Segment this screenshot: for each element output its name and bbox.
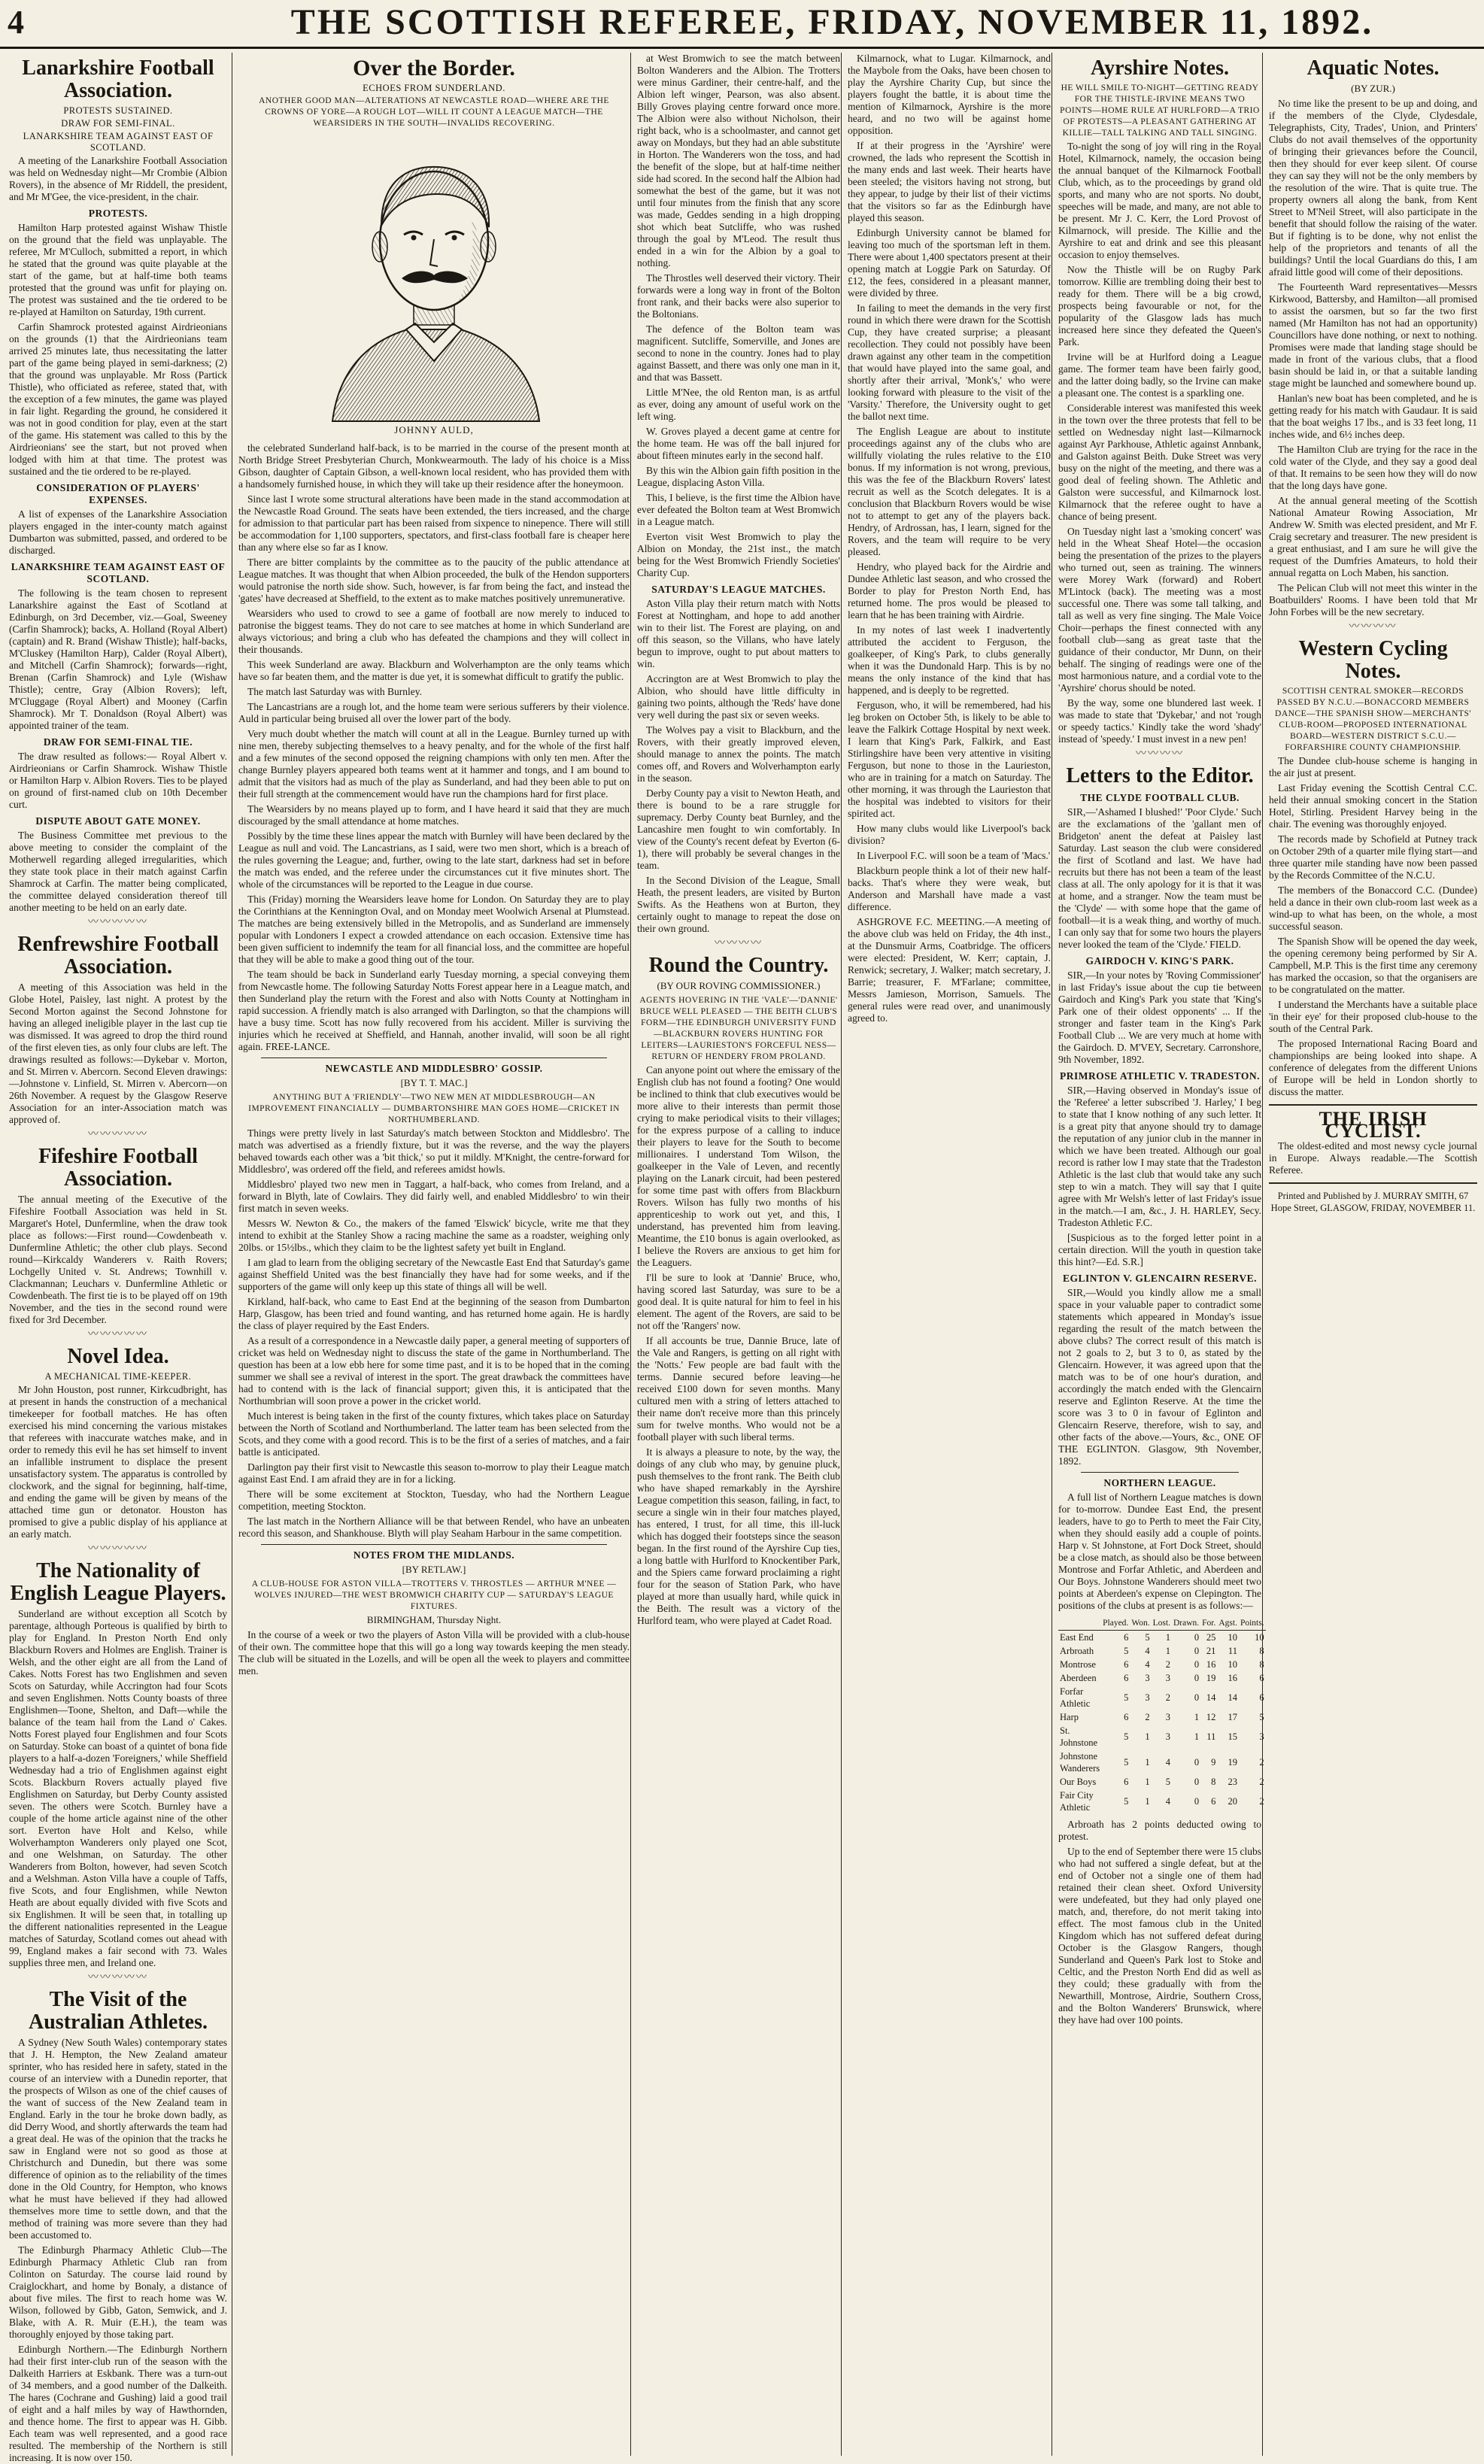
table-cell: 11 <box>1228 1646 1237 1656</box>
article-kicker: LANARKSHIRE TEAM AGAINST EAST OF SCOTLAND. <box>23 131 214 153</box>
table-cell: 1 <box>1194 1712 1200 1722</box>
subheading: PRIMROSE ATHLETIC V. TRADESTON. <box>1060 1070 1260 1082</box>
table-cell: 4 <box>1165 1757 1170 1768</box>
paragraph: The records made by Schofield at Putney track on October 29th of a quarter mile flying start—and three quarter mile standing have now been passed by the Records Committee of the N.C.U. <box>1269 833 1477 881</box>
column-2 <box>232 53 636 2456</box>
paragraph: The Lancastrians are a rough lot, and the home team were serious sufferers by their violence. Auld in particular being bruised all over the lower part of the body. <box>238 701 630 724</box>
paragraph: Possibly by the time these lines appear the match with Burnley will have been declared by the League as null and void. The Lancastrians, as I said, were two men short, which is a breach of the rules governing the League; and, further, owing to the late start, darkness had set in before the match was ended, and the referee under the circumstances cut it five minutes short. The whole of the circumstances will be reported to the League in due course. <box>238 830 630 890</box>
table-cell: 23 <box>1228 1777 1237 1787</box>
table-cell: 19 <box>1228 1757 1237 1768</box>
paragraph: This, I believe, is the first time the Albion have ever defeated the Bolton team at West Bromwich in a League match. <box>637 492 840 527</box>
club-name-cell: Arbroath <box>1060 1646 1094 1656</box>
paragraph: In the Second Division of the League, Small Heath, the present leaders, are visited by Burton Swifts. As the Heathens won at Burton, they certainly ought to manage to repeat the dose on their own ground. <box>637 875 840 934</box>
paragraph: The Business Committee met previous to the above meeting to consider the complaint of the Motherwell regarding alleged irregularities, which they state took place in their match against Carfin Shamrock at Carfin. The matter being complicated, the committee delayed consideration thereof till another meeting to be held on an early date. <box>9 830 227 913</box>
paragraph: There are bitter complaints by the committee as to the paucity of the public attendance at League matches. It was thought that when Albion proceeded, the bulk of the Hendon supporters would patronise the north side show. Such, however, is far from being the fact, and instead the 'gates' have decreased at Sheffield, to the extent as to make matches positively unremunerative. <box>238 557 630 604</box>
table-cell: 1 <box>1194 1731 1200 1742</box>
table-cell: 4 <box>1145 1646 1150 1656</box>
masthead <box>0 0 1484 49</box>
paragraph: On Tuesday night last a 'smoking concert' was held in the Wheat Sheaf Hotel—the occasion being the presentation of the prizes to the players who turned out, seen as training. The winners were Morey Wark (forward) and Robert M'Lintock (back). The meeting was a most successful one. There was some tall talking, and tall as well as very fine singing. The Male Voice Choir—perhaps the finest connected with any football club—sang as great taste that the guidance of their conductor, Mr Dunn, on their behalf. The singing of readings were one of the most harmonious nature, and a cordial vote to the 'Ayrshire' chorus should be noted. <box>1058 526 1261 693</box>
table-cell: 2 <box>1165 1659 1170 1670</box>
paragraph: A full list of Northern League matches is down for to-morrow. Dundee East End, the present leaders, have to go to Perth to meet the Fair City, when they should easily add a couple of points. Harp v. St Johnstone, at Fort Dock Street, should be a close match, as should also be those between Montrose and Forfar Athletic, and Aberdeen and Our Boys. Johnstone Wanderers should meet two points at Aberdeen's expense on Clepington. The positions of the clubs at present is as follows:— <box>1058 1491 1261 1611</box>
table-header-cell: Points. <box>1239 1616 1266 1631</box>
table-cell: 8 <box>1259 1659 1264 1670</box>
table-cell: 6 <box>1124 1673 1129 1683</box>
paragraph: Up to the end of September there were 15 clubs who had not suffered a single defeat, but at the end of October not a single one of them had retained their clean sheet. Oxford University were undefeated, but they had only played one match, and, therefore, do not merit taking into effect. The most famous club in the United Kingdom which has not suffered defeat during October is the Glasgow Rangers, though Sunderland and Queen's Park lost to Stoke and Celtic, and the Preston North End did as well as they could; these gradually with from the Newarthill, Montrose, Airdrie, Southern Cross, and the Bolton Wanderers' Brunswick, where they have had over 100 points. <box>1058 1846 1261 2026</box>
column-1 <box>6 53 232 2463</box>
subheading: PROTESTS. <box>88 208 148 219</box>
article-deck: ANYTHING BUT A 'FRIENDLY'—TWO NEW MEN AT MIDDLESBROUGH—AN IMPROVEMENT FINANCIALLY — DUMBARTONSHIRE MAN GOES HOME—CRICKET IN NORTHUMBERLAND. <box>248 1093 620 1124</box>
paragraph: The Wolves pay a visit to Blackburn, and the Rovers, with their greatly improved eleven, should manage to annex the points. The match comes off, and Rovers and Wolverhampton early in the season. <box>637 724 840 784</box>
table-cell: 6 <box>1124 1659 1129 1670</box>
paragraph: Little M'Nee, the old Renton man, is as artful as ever, doing any amount of useful work on the left wing. <box>637 387 840 422</box>
paragraph: at West Bromwich to see the match between Bolton Wanderers and the Albion. The Trotters were minus Gardiner, their centre-half, and the Albion left winger, Pearson, was also absent. Billy Groves playing centre forward once more. The Albion were also without Nicholson, their right back, who is a schoolmaster, and cannot get away on Mondays, but they had an able substitute in Horton. The Wanderers won the toss, and had the benefit of the slope, but at half-time neither side had scored. In the second half the Albion had somewhat the best of the game, but it was not until four minutes from the finish that any score was made, Geddes sending in a high dropping shot which beat Sutcliffe, who was rushed through the goal by M'Leod. The result thus ended in a win for the Albion by a goal to nothing. <box>637 53 840 269</box>
club-name-cell: Aberdeen <box>1060 1673 1097 1683</box>
portrait-caption: JOHNNY AULD, <box>394 424 474 435</box>
paragraph: This week Sunderland are away. Blackburn and Wolverhampton are the only teams which have so far beaten them, and the matter is due yet, it is somewhat difficult to gratify the public. <box>238 659 630 682</box>
table-cell: 5 <box>1124 1796 1129 1807</box>
club-name-cell: Fair City Athletic <box>1060 1790 1094 1813</box>
paragraph: In Liverpool F.C. will soon be a team of 'Macs.' <box>857 850 1051 861</box>
section-ornament: 〰〰〰〰〰 <box>88 1129 148 1140</box>
byline: [BY T. T. MAC.] <box>400 1077 468 1088</box>
table-cell: 15 <box>1228 1731 1237 1742</box>
paragraph: Hendry, who played back for the Airdrie and Dundee Athletic last season, and who crossed the Border to play for Preston North End, has returned home. The pros would be pleased to learn that he has been training with Airdrie. <box>848 561 1051 621</box>
paragraph: Accrington are at West Bromwich to play the Albion, who should have little difficulty in gaining two points, although the 'Reds' have done very well during the past six or seven weeks. <box>637 673 840 721</box>
byline: (BY ZUR.) <box>1351 83 1395 94</box>
column-4 <box>841 53 1057 2456</box>
paragraph: Edinburgh Northern.—The Edinburgh Northern had their first inter-club run of the season with the Dalkeith Harriers at Eskbank. There was a turn-out of 34 members, and a good number of the Dalkeith. The hares (Cochrane and Gushing) laid a good trail of eight and a half miles by way of Hawthornden, and thence home. The first to appear was H. Gibb. Each team was well represented, and a good race resulted. The membership of the Northern is still increasing. It is now over 150. <box>9 2344 227 2463</box>
article-kicker: ECHOES FROM SUNDERLAND. <box>363 83 505 93</box>
table-cell: 5 <box>1145 1632 1150 1643</box>
table-header-cell: For. <box>1200 1616 1217 1631</box>
paragraph: Everton visit West Bromwich to play the Albion on Monday, the 21st inst., the match being for the West Bromwich Friendly Societies' Charity Cup. <box>637 531 840 578</box>
subheading: NORTHERN LEAGUE. <box>1103 1477 1216 1488</box>
table-cell: 6 <box>1124 1777 1129 1787</box>
paragraph: In my notes of last week I inadvertently attributed the accident to Ferguson, the goalkeeper, of King's Park, to clubs generally when it was the Dundonald Harp. This is by no means the only instance of the kind that has happened, and is deeply to be regretted. <box>848 624 1051 696</box>
paragraph: The last match in the Northern Alliance will be that between Rendel, who have an unbeaten record this season, and Shankhouse. Blyth will play Seaham Harbour in the same competition. <box>238 1516 630 1539</box>
table-cell: 5 <box>1124 1692 1129 1703</box>
paragraph: The Pelican Club will not meet this winter in the Boatbuilders' Rooms. I have been told that Mr John Forbes will be the new secretary. <box>1269 582 1477 618</box>
table-cell: 17 <box>1228 1712 1237 1722</box>
paragraph: Darlington pay their first visit to Newcastle this season to-morrow to play their League match against East End. I am afraid they are in for a licking. <box>238 1461 630 1485</box>
table-cell: 3 <box>1165 1712 1170 1722</box>
paragraph: The Throstles well deserved their victory. Their forwards were a long way in front of the Bolton front rank, and their backs were also superior to the Boltonians. <box>637 272 840 320</box>
paragraph: Ferguson, who, it will be remembered, had his leg broken on October 5th, is likely to be able to leave the Falkirk Cottage Hospital by next week. I learn that King's Park, Falkirk, and East Stirlingshire have been very attentive in visiting Ferguson, but none to those in the Laurieston, who are in training for a match on Saturday. The other morning, it was through the Laurieston that the hospital was indebted to visitors for their spirited act. <box>848 699 1051 819</box>
club-name-cell: Harp <box>1060 1712 1079 1722</box>
byline: [BY RETLAW.] <box>402 1564 466 1575</box>
paragraph: A Sydney (New South Wales) contemporary states that J. H. Hempton, the New Zealand amateur sprinter, who has resided here in safety, stated in the course of an interview with a Dunedin reporter, that the prospects of Wilson as one of the chief causes of the want of success of the New Zealand team in England. Early in the tour he broke down badly, as did Derry Wood, and shortly afterwards the team had a great deal. He was of the opinion that the tracks he saw in England were not so good as those at Christchurch and Dunedin, but there was some difference of opinion as to the reliability of the times done in the Old Country, for Hempton, who knows what he must have believed if they had allowed themselves more time to settle down, and that the method of training was more severe than they had been accustomed to. <box>9 2037 227 2241</box>
paragraph: Edinburgh University cannot be blamed for leaving too much of the sportsman left in them. There were about 1,400 spectators present at their opening match at Loggie Park on Saturday. Of £12, the fees, considered in a pleasant manner, were divided by three. <box>848 227 1051 299</box>
article-heading: Over the Border. <box>353 56 515 80</box>
paragraph: The English League are about to institute proceedings against any of the clubs who are willfully violating the rules relative to the £10 bonus. If my information is not wrong, previous, this was the fee of the Blackburn Rovers' latest recruit as well as the Scotch delegates. It is a conclusion that Blackburn Rovers would be wise not to attempt to get any of the players back. Hendry, of Ardrossan, has, I learn, signed for the Rovers, and the team will require to be very pleased. <box>848 426 1051 557</box>
section-ornament: 〰〰〰〰 <box>715 938 763 949</box>
table-cell: 0 <box>1194 1632 1200 1643</box>
table-cell: 2 <box>1145 1712 1150 1722</box>
divider <box>1269 1182 1477 1184</box>
paragraph: The Fourteenth Ward representatives—Messrs Kirkwood, Battersby, and Hamilton—all promised to assist the oarsmen, but so far the two first named (Mr Hamilton has not had an opportunity) Councillors have done nothing, or next to nothing. Promises were made that landing stage should be made in front of the various clubs, that a flood basin should be laid in, or that a suitable landing stage might be launched and somewhere bound up. <box>1269 281 1477 389</box>
paragraph: Very much doubt whether the match will count at all in the League. Burnley turned up with nine men, thereby subjecting themselves to a heavy penalty, and for the whole of the first half and a few minutes of the second opposed the reigning champions with only ten men. After the change Burnley players appeared both teams went at it hammer and tongs, and I am bound to admit that the visitors had as much of the play as Sunderland, and had they been able to put on their full strength at the commencement would have run the champions hard for first place. <box>238 728 630 800</box>
table-cell: 1 <box>1145 1796 1150 1807</box>
subheading: NOTES FROM THE MIDLANDS. <box>353 1549 515 1561</box>
paragraph: W. Groves played a decent game at centre for the home team. He was off the ball injured for about fifteen minutes early in the second half. <box>637 426 840 461</box>
table-cell: 8 <box>1259 1646 1264 1656</box>
advert-text: The oldest-edited and most newsy cycle journal in Europe. Always readable.—The Scottish Referee. <box>1269 1140 1477 1176</box>
table-row <box>1058 1710 1266 1724</box>
byline: (BY OUR ROVING COMMISSIONER.) <box>657 980 821 991</box>
paragraph: Last Friday evening the Scottish Central C.C. held their annual smoking concert in the Station Hotel, Stirling. President Harvey being in the chair. The evening was thoroughly enjoyed. <box>1269 782 1477 830</box>
section-ornament: 〰〰〰〰〰 <box>88 917 148 928</box>
table-cell: 5 <box>1124 1757 1129 1768</box>
paragraph: There will be some excitement at Stockton, Tuesday, who had the Northern League competition, meeting Stockton. <box>238 1488 630 1512</box>
table-cell: 25 <box>1206 1632 1216 1643</box>
table-cell: 1 <box>1165 1646 1170 1656</box>
paragraph: Carfin Shamrock protested against Airdrieonians on the grounds (1) that the Airdrieonians team arrived 25 minutes late, thus necessitating the latter part of the game being played in semi-darkness; (2) that the ground was unplayable. Mr Ross (Partick Thistle), who officiated as referee, stated that, with the exception of a few minutes, the game was played in fair light. Regarding the ground, he considered it was not in good condition for play, even at the start of the game. His statement was called to this by the Airdrieonians' see the start, but not proved when lodged with him at that time. The protest was sustained and the tie ordered to be re-played. <box>9 321 227 477</box>
paragraph: A list of expenses of the Lanarkshire Association players engaged in the inter-county match against Dumbarton was submitted, passed, and ordered to be discharged. <box>9 508 227 556</box>
article-deck: SCOTTISH CENTRAL SMOKER—RECORDS PASSED BY N.C.U.—BONACCORD MEMBERS DANCE—THE SPANISH SHOW—MERCHANTS' CLUB-ROOM—PROPOSED INTERNATIONAL BOARD—WESTERN DISTRICT S.C.U.—FORFARSHIRE COUNTY CHAMPIONSHIP. <box>1275 687 1471 752</box>
paragraph: The annual meeting of the Executive of the Fifeshire Football Association was held in St. Margaret's Hotel, Dunfermline, when the draw took place as follows:—First round—Cowdenbeath v. Dunfermline Athletic; the other club plays. Second round—Kirkcaldy Wanderers v. Raith Rovers; Lochgelly United v. St. Andrews; Townhill v. Clackmannan; Leuchars v. Dunfermline Athletic or Cowdenbeath. The first tie is to be played off on 19th November, and the ties in the second round were fixed for 3rd December. <box>9 1194 227 1325</box>
paragraph: Aston Villa play their return match with Notts Forest at Nottingham, and hope to add another win to their list. The Forest are playing, on and off this season, so the Villans, who have lately begun to improve, ought to put about matters to win. <box>637 598 840 669</box>
paragraph: Sunderland are without exception all Scotch by parentage, although Porteous is qualified by birth to play for England. In Preston North End only Blackburn Rovers and Holmes are English. Trainer is Welsh, and the other eight are all from the Land of Cakes. Notts Forest has two Englishmen and seven Scots on Saturday, while Accrington had four Scots and seven Englishmen. Notts County boasts of three Englishmen—Toone, Shelton, and Daft—while the balance of the team hail from the Land o' Cakes. Notts Forest played four Englishmen and four Scots on Saturday. Stoke can boast of a quintet of bona fide players to a half-a-dozen 'Foreigners,' while Sheffield Wednesday had a trio of Englishmen against eight Scots. Blackburn Rovers actually played five Englishmen on Saturday, but Derby County assisted seven. The others were Scotch. Burnley have a couple of the home article against nine of the other sort. Everton have Holt and Kelso, while Wolverhampton Wanderers only played one Scot, and one Welshman, on Saturday. The other Wanderers from Bolton, however, had seven Scotch and a Welshman. Aston Villa have a couple of Taffs, five Scots, and four Englishmen, while Newton Heath are about equally divided with five Scots and six Englishmen. It will be seen that, in totalling up the different nationalities represented in the League matches of Saturday, Scotland comes out ahead with 99, England makes a fair second with 73. Wales supplies three men, and Ireland one. <box>9 1608 227 1968</box>
article-heading: Renfrewshire Football Association. <box>17 933 219 979</box>
subheading: NEWCASTLE AND MIDDLESBRO' GOSSIP. <box>325 1063 543 1074</box>
table-cell: 4 <box>1165 1796 1170 1807</box>
table-cell: 5 <box>1259 1712 1264 1722</box>
table-cell: 3 <box>1165 1731 1170 1742</box>
paragraph: By the way, some one blundered last week. I was made to state that 'Dykebar,' and not 'rough or speedy tactics.' Kindly take the word 'shady' instead of 'speedy.' I must invest in a new pen! <box>1058 697 1261 745</box>
paragraph: Blackburn people think a lot of their new half-backs. That's where they were weak, but Anderson and Marshall have made a vast difference. <box>848 865 1051 912</box>
table-cell: 4 <box>1145 1659 1150 1670</box>
paragraph: The Wearsiders by no means played up to form, and I have heard it said that they are much discouraged by the small attendance at home matches. <box>238 803 630 827</box>
table-header-cell: Won. <box>1130 1616 1151 1631</box>
table-cell: 6 <box>1211 1796 1216 1807</box>
paragraph: the celebrated Sunderland half-back, is to be married in the course of the present month at North Bridge Street Presbyterian Church, Monkwearmouth. The lady of his choice is a Miss Gibson, daughter of Captain Gibson, a well-known local resident, who has provided them with a handsomely furnished house, in which they will take up their residence after the honeymoon. <box>238 442 630 490</box>
columns <box>6 53 1477 2463</box>
paragraph: The Edinburgh Pharmacy Athletic Club—The Edinburgh Pharmacy Athletic Club ran from Colinton on Saturday. The course laid round by Craiglockhart, and home by Bonaly, a distance of about five miles. The first to reach home was W. Wilson, followed by Gibb, Gaton, Semwick, and J. Blake, with A. R. Muir (E.H.), the team was thoroughly enjoyed by those taking part. <box>9 2244 227 2340</box>
table-cell: 16 <box>1206 1659 1216 1670</box>
portrait-icon <box>317 135 551 421</box>
table-row <box>1058 1789 1266 1814</box>
paragraph: The team should be back in Sunderland early Tuesday morning, a special conveying them from Newcastle home. The following Saturday Notts Forest appear here in a League match, and then Sunderland play the return with the Forest and also with Notts County at Nottingham in rapid succession. A friendly match is also arranged with Darlington, so that the champions will have a busy time. Scott has now fully recovered from his accident. Miller is surviving the injuries which he received at Sheffield, and Hannah, another invalid, will soon be all right again. FREE-LANCE. <box>238 969 630 1052</box>
paragraph: I understand the Merchants have a suitable place 'in their eye' for their proposed club-house to the south of the Central Park. <box>1269 999 1477 1034</box>
paragraph: Kirkland, half-back, who came to East End at the beginning of the season from Dumbarton Harp, Glasgow, has been tried and found wanting, and has returned home again. He is hardly the class of player required by the East Enders. <box>238 1296 630 1331</box>
article-heading: The Visit of the Australian Athletes. <box>29 1988 208 2034</box>
paragraph: A meeting of this Association was held in the Globe Hotel, Paisley, last night. A protest by the Second Morton against the Second Johnstone for having an alleged ineligible player in the last cup tie was dismissed. It was agreed to drop the third round of the first eleven ties, as only four clubs are left. The drawings resulted as follows:—Dykebar v. Morton, and St. Mirren v. Abercorn. Second Eleven drawings:—Johnstone v. Linfield, St. Mirren v. Abercorn—on 26th November. A request by the Glasgow Reserve Association for an inter-Association match was approved of. <box>9 982 227 1125</box>
article-kicker: PROTESTS SUSTAINED. <box>63 105 173 116</box>
subheading: EGLINTON V. GLENCAIRN RESERVE. <box>1063 1273 1257 1284</box>
table-cell: 0 <box>1194 1673 1200 1683</box>
subheading: SATURDAY'S LEAGUE MATCHES. <box>651 584 826 595</box>
article-deck: HE WILL SMILE TO-NIGHT—GETTING READY FOR THE THISTLE-IRVINE MEANS TWO POINTS—HOME RULE AT HURLFORD—A TRIO OF PROTESTS—A PLEASANT GATHERING AT KILLIE—TALL TALKING AND TALL SINGING. <box>1060 83 1260 138</box>
paragraph: In the course of a week or two the players of Aston Villa will be provided with a club-house of their own. The committee hope that this will go a long way towards keeping the men steady. The club will be situated in the Lozells, and will be open all the week to players and committee men. <box>238 1629 630 1677</box>
table-cell: 1 <box>1145 1757 1150 1768</box>
league-table-body <box>1058 1631 1266 1815</box>
divider <box>261 1544 607 1545</box>
article-heading: Letters to the Editor. <box>1066 764 1254 787</box>
paragraph: SIR,—'Ashamed I blushed!' 'Poor Clyde.' Such are the exclamations of the 'gallant men of Bridgeton' anent the defeat at Paisley last Saturday. Last season the club were considered the first of Scotland and last. We have had recruits but there has not been a team of the least class at all. The only apology for it is that it was at home, and a stranger. Now the team must be the 'Clyde' — with some hope that the game of football—it is a weak thing, and worthy of much. I can only say that for some two hours the players never looked the team of the 'Clyde.' FIELD. <box>1058 806 1261 950</box>
subheading: CONSIDERATION OF PLAYERS' EXPENSES. <box>36 482 200 505</box>
table-cell: 12 <box>1206 1712 1216 1722</box>
paragraph: Wearsiders who used to crowd to see a game of football are now merely to induced to patronise the biggest teams. They do not care to see matches at home in which Sunderland are always victorious; and bring a club who has defeated the champions and they will collect in their thousands. <box>238 608 630 655</box>
article-heading: Lanarkshire Football Association. <box>22 56 214 102</box>
table-cell: 0 <box>1194 1692 1200 1703</box>
table-row <box>1058 1644 1266 1658</box>
paragraph: If all accounts be true, Dannie Bruce, late of the Vale and Rangers, is getting on all right with the 'Notts.' Few people are bad fault with the terms. Dannie secured before leaving—he received £100 down for seven months. Many cultured men with a string of letters attached to their name don't receive more than this princely sum for twelve months. Who would not be a football player with such liberal terms. <box>637 1335 840 1443</box>
table-cell: 5 <box>1165 1777 1170 1787</box>
table-cell: 6 <box>1259 1692 1264 1703</box>
paragraph: Middlesbro' played two new men in Taggart, a half-back, who comes from Ireland, and a forward in Blyth, late of Cowlairs. They did fairly well, and enabled Middlesbro' to win their first match in seven weeks. <box>238 1179 630 1214</box>
article-deck: ANOTHER GOOD MAN—ALTERATIONS AT NEWCASTLE ROAD—WHERE ARE THE CROWNS OF YORE—A ROUGH LOT—WILL IT COUNT A LEAGUE MATCH—THE WEARSIDERS IN THE SOUTH—INVALIDS RECOVERING. <box>259 96 609 128</box>
league-table-header <box>1058 1616 1266 1631</box>
paragraph: To-night the song of joy will ring in the Royal Hotel, Kilmarnock, namely, the occasion being the annual banquet of the Kilmarnock Football Club, which, as to the proceedings by grand old sports, and many who are not sports. No doubt, speeches will be made, and many, are not able to be present. Mr J. C. Kerr, the Lord Provost of Kilmarnock, will preside. The Killie and the Ayrshire to eat and drink and see this pleasant occasion to enjoy themselves. <box>1058 141 1261 260</box>
table-row <box>1058 1631 1266 1645</box>
table-cell: 3 <box>1145 1673 1150 1683</box>
table-cell: 8 <box>1211 1777 1216 1787</box>
paragraph: The draw resulted as follows:— Royal Albert v. Airdrieonians or Carfin Shamrock. Wishaw Thistle or Hamilton Harp v. Albion Rovers. Ties to be played on ground of first-named club on 10th December curt. <box>9 751 227 810</box>
table-cell: 5 <box>1124 1731 1129 1742</box>
subheading: DISPUTE ABOUT GATE MONEY. <box>35 815 201 827</box>
paragraph: Hamilton Harp protested against Wishaw Thistle on the ground that the field was unplayable. The referee, Mr M'Culloch, submitted a report, in which he stated that the ground was quite playable at the start of the game, but at half-time both teams protested that the ground was unfit for playing on. The protest was sustained and the tie ordered to be re-played at Hamilton on Saturday, 19th current. <box>9 222 227 317</box>
paragraph: Things were pretty lively in last Saturday's match between Stockton and Middlesbro'. The match was advertised as a friendly fixture, but it was the reverse, and the way the players behaved towards each other was a 'bit thick,' so put it mildly. M'Knight, the centre-forward for Middlesbro', was ordered off the field, and referees amidst howls. <box>238 1127 630 1175</box>
dateline: BIRMINGHAM, Thursday Night. <box>366 1614 502 1625</box>
club-name-cell: Our Boys <box>1060 1777 1097 1787</box>
section-ornament: 〰〰〰〰〰 <box>88 1543 148 1555</box>
table-cell: 0 <box>1194 1757 1200 1768</box>
article-kicker: DRAW FOR SEMI-FINAL. <box>61 118 175 129</box>
league-table <box>1058 1616 1266 1814</box>
masthead-title: THE SCOTTISH REFEREE, FRIDAY, NOVEMBER 11, 1892. <box>290 2 1374 42</box>
table-cell: 0 <box>1194 1659 1200 1670</box>
paragraph: How many clubs would like Liverpool's back division? <box>848 823 1051 846</box>
paragraph: A meeting of the Lanarkshire Football Association was held on Wednesday night—Mr Crombie (Albion Rovers), in the absence of Mr Riddell, the president, and Mr M'Gee, the vice-president, in the chair. <box>9 155 227 202</box>
paragraph: The members of the Bonaccord C.C. (Dundee) held a dance in their own club-room last week as a wind-up to what has been, on the whole, a most successful season. <box>1269 885 1477 932</box>
paragraph: Hanlan's new boat has been completed, and he is getting ready for his match with Gaudaur. It is said that the boat weighs 17 lbs., and is 33 feet long, 11 inches wide, and 6½ inches deep. <box>1269 393 1477 440</box>
printer-imprint: Printed and Published by J. MURRAY SMITH, 67 Hope Street, GLASGOW, FRIDAY, NOVEMBER 11. <box>1270 1191 1476 1213</box>
table-cell: 10 <box>1228 1659 1237 1670</box>
paragraph: Kilmarnock, what to Lugar. Kilmarnock, and the Maybole from the Oaks, have been chosen to play the Ayrshire Charity Cup, but since the players fought the battle, it is about time the mention of Kilmarnock, Ayrshire is the more heard, and no two will be against home opposition. <box>848 53 1051 136</box>
paragraph: Since last I wrote some structural alterations have been made in the stand accommodation at the Newcastle Road Ground. The seats have been extended, the tiers increased, and the charge for admission to that particular part has been raised from sixpence to ninepence. There will still be accommodation for 1,100 supporters, spectators, and first-class football fare is cheaper here than any where else so far as I know. <box>238 493 630 553</box>
paragraph: The Dundee club-house scheme is hanging in the air just at present. <box>1269 755 1477 778</box>
paragraph: Messrs W. Newton & Co., the makers of the famed 'Elswick' bicycle, write me that they intend to exhibit at the Stanley Show a racing machine the same as a roadster, weighing only 20lbs. or 15½lbs., which they claim to be the lightest safety yet built in England. <box>238 1218 630 1253</box>
club-name-cell: Montrose <box>1060 1659 1096 1670</box>
article-heading: Novel Idea. <box>67 1345 169 1368</box>
table-header-cell: Drawn. <box>1172 1616 1200 1631</box>
divider <box>1269 1104 1477 1106</box>
paragraph: No time like the present to be up and doing, and if the members of the Clyde, Clydesdale, Telegraphists, City, Trades', Union, and Printers' Clubs do not avail themselves of the opportunity of bringing their grievances before the Council, then they should for ever keep silent. Of course they can say they will not be the only members by the resolution of the wire. That is quite true. The property owners all along the bank, from Kent Street to M'Neil Street, will also participate in the benefit that should follow the raising of the water. But if fighting is to be done, why not enlist the help of the proprietors and tenants of all the buildings? Until the local Guardians do this, I am afraid little good will come of their depositions. <box>1269 98 1477 278</box>
paragraph: Considerable interest was manifested this week in the town over the three protests that fell to be settled on Wednesday night last—Kilmarnock against Ayr Parkhouse, Athletic against Annbank, and Galston against Beith. Duke Street was very busy on the night of the meeting, and there was a good deal of feeling shown. The Athletic and Galston were successful, and Kilmarnock lost. Kilmarnock that the referee ought to have a chance of being present. <box>1058 402 1261 522</box>
article-deck: A CLUB-HOUSE FOR ASTON VILLA—TROTTERS V. THROSTLES — ARTHUR M'NEE — WOLVES INJURED—THE WEST BROMWICH CHARITY CUP — SATURDAY'S LEAGUE FIXTURES. <box>251 1579 617 1611</box>
advert-title: THE IRISH CYCLIST. <box>1319 1108 1428 1142</box>
paragraph: ASHGROVE F.C. MEETING.—A meeting of the above club was held on Friday, the 4th inst., at the Dunsmuir Arms, Coatbridge. The officers were elected: President, W. Kerr; captain, J. Renwick; secretary, J. Walker; match secretary, J. Barrie; treasurer, F. M'Farlane; committee, Messrs Jamieson, Morrison, Samuels. The general rules were read over, and unanimously agreed to. <box>848 916 1051 1024</box>
table-cell: 14 <box>1206 1692 1216 1703</box>
table-cell: 0 <box>1194 1646 1200 1656</box>
column-3 <box>630 53 846 2456</box>
club-name-cell: Johnstone Wanderers <box>1060 1751 1100 1774</box>
table-cell: 1 <box>1165 1632 1170 1643</box>
table-cell: 1 <box>1145 1731 1150 1742</box>
table-cell: 2 <box>1165 1692 1170 1703</box>
table-cell: 19 <box>1206 1673 1216 1683</box>
article-heading: Round the Country. <box>648 954 829 977</box>
paragraph: In failing to meet the demands in the very first round in which there were drawn for the Scottish Cup, they have created surprise; a pleasant recollection. They could not possibly have been drawn against any other team in the competition that would have played into the same goal, and shortly after their arrival, 'Monk's,' who were looking forward with pleasure to the visit of the 'Varsity.' Therefore, the University ought to get the ballot next time. <box>848 302 1051 422</box>
column-6 <box>1262 53 1480 2456</box>
page-number: 4 <box>8 4 24 41</box>
paragraph: SIR,—Having observed in Monday's issue of the 'Referee' a letter subscribed 'J. Harley,' I beg to state that I know nothing of any such letter. It is a great pity that anyone should try to damage the reputation of any junior club in the manner in which we have been treated. Although our goal record is rather low I may state that the Tradeston Athletic is the last club that would take any such step to win a match. They will say that I quite agree with Mr Welsh's letter of last Friday's issue in the match.—I am, &c., J. H. HARLEY, Secy. Tradeston Athletic F.C. <box>1058 1085 1261 1228</box>
paragraph: Can anyone point out where the emissary of the English club has not found a footing? One would be inclined to think that club executives would be more alive to their interests than permit those crying to make periodical visits to their villages; for the express purpose of a calling to induce their players to leave for the South to become millionaires. I understand Tom Wilson, the goalkeeper in the Vale of Leven, and recently playing on the Lanark circuit, had been pestered for some time past with offers from Blackburn Rovers. Wilson has fully two months of his apprenticeship to work out yet, and this, I understand, has prevented him from leaving. Meantime, the £10 bonus is again overlooked, as I believe the Rovers are anxious to get him for the Leaguers. <box>637 1064 840 1268</box>
paragraph: The proposed International Racing Board and championships are being looked into shape. A conference of delegates from the different Unions of Europe will be held in London shortly to discuss the matter. <box>1269 1038 1477 1097</box>
table-row <box>1058 1775 1266 1789</box>
table-row <box>1058 1658 1266 1671</box>
paragraph: I'll be sure to look at 'Dannie' Bruce, who, having scored last Saturday, was sure to be a good deal. It is quite natural for him to feel in his element. The agent of the Rovers, are said to be not off the 'Rangers' now. <box>637 1272 840 1331</box>
table-cell: 6 <box>1124 1632 1129 1643</box>
table-cell: 2 <box>1259 1777 1264 1787</box>
paragraph: The defence of the Bolton team was magnificent. Sutcliffe, Somerville, and Jones are second to none in the country. Jones had to play against Bassett, and there was only one man in it, and that was Bassett. <box>637 323 840 383</box>
table-row <box>1058 1724 1266 1749</box>
table-cell: 3 <box>1165 1673 1170 1683</box>
table-cell: 10 <box>1255 1632 1264 1643</box>
table-cell: 2 <box>1259 1796 1264 1807</box>
paragraph: If at their progress in the 'Ayrshire' were crowned, the lads who represent the Scottish in the many ends and last week. Their hearts have been steeled; the visitors having not strong, but they appear, to judge by their list of their victims that the visitors so far as the Edinburgh have played this season. <box>848 140 1051 223</box>
table-cell: 1 <box>1145 1777 1150 1787</box>
subheading: DRAW FOR SEMI-FINAL TIE. <box>43 736 193 748</box>
table-cell: 3 <box>1259 1731 1264 1742</box>
article-heading: Fifeshire Football Association. <box>38 1145 198 1191</box>
article-heading: Ayrshire Notes. <box>1090 56 1230 80</box>
article-deck: AGENTS HOVERING IN THE 'VALE'—'DANNIE' BRUCE WELL PLEASED — THE BEITH CLUB'S FORM—THE EDINBURGH UNIVERSITY FUND—BLACKBURN ROVERS HUNTING FOR LEITERS—LAURIESTON'S FORCEFUL NESS—RETURN OF HENDERY FROM PROLAND. <box>639 996 838 1061</box>
article-heading: Western Cycling Notes. <box>1298 637 1448 683</box>
table-cell: 9 <box>1211 1757 1216 1768</box>
table-cell: 2 <box>1259 1757 1264 1768</box>
paragraph: The Spanish Show will be opened the day week, the opening ceremony being performed by Sir A. Campbell, M.P. This is the first time any ceremony has marked the occasion, so that the organisers are to be congratulated on the matter. <box>1269 936 1477 995</box>
paragraph: Irvine will be at Hurlford doing a League game. The former team have been fairly good, and the latter doing badly, so the Irvine can make a pleasant one. The contest is a sparkling one. <box>1058 351 1261 399</box>
paragraph: The Hamilton Club are trying for the race in the cold water of the Clyde, and they say a good deal of that. It remains to be seen how they will do now that the long days have gone. <box>1269 444 1477 491</box>
table-header-cell: Agst. <box>1217 1616 1239 1631</box>
table-cell: 5 <box>1124 1646 1129 1656</box>
table-row <box>1058 1749 1266 1775</box>
paragraph: The following is the team chosen to represent Lanarkshire against the East of Scotland at Edinburgh, on 3rd December, viz.—Goal, Sweeney (Carfin Shamrock); backs, A. Holland (Royal Albert) (captain) and R. Brand (Wishaw Thistle); half-backs, M'Cluskey (Hamilton Harp), Calder (Royal Albert), and Mitchell (Carfin Shamrock); forwards—right, Brenan (Carfin Shamrock) and Lyle (Wishaw Thistle); centre, Gray (Albion Rovers); left, M'Cluggage (Royal Albert) and Mooney (Carfin Shamrock). Mr T. Donaldson (Royal Albert) was appointed trainer of the team. <box>9 587 227 731</box>
subheading: GAIRDOCH V. KING'S PARK. <box>1085 955 1234 966</box>
table-footnote: Arbroath has 2 points deducted owing to protest. <box>1058 1819 1261 1842</box>
paragraph: The match last Saturday was with Burnley. <box>247 686 422 697</box>
article-heading: Aquatic Notes. <box>1306 56 1440 80</box>
table-header-cell <box>1058 1616 1101 1631</box>
table-cell: 16 <box>1228 1673 1237 1683</box>
section-ornament: 〰〰〰〰 <box>1136 748 1184 760</box>
table-cell: 10 <box>1228 1632 1237 1643</box>
paragraph: At the annual general meeting of the Scottish National Amateur Rowing Association, Mr Andrew W. Smith was elected president, and Mr F. Craig secretary and treasurer. The new president is a great enthusiast, and I am sure he will give the request of the Dumfries Amateurs, to hold their annual regatta on Loch Maben, his sanction. <box>1269 495 1477 578</box>
section-ornament: 〰〰〰〰〰 <box>88 1972 148 1983</box>
club-name-cell: East End <box>1060 1632 1094 1643</box>
club-name-cell: Forfar Athletic <box>1060 1686 1091 1709</box>
table-cell: 6 <box>1259 1673 1264 1683</box>
table-cell: 14 <box>1228 1692 1237 1703</box>
paragraph: It is always a pleasure to note, by the way, the doings of any club who may, by genuine pluck, push themselves to the front rank. The Beith club who have shaped remarkably in the Ayrshire League competition this season, failing, in fact, to secure a single win in their four matches played, has entered, I trust, for all time, this ill-luck which has dogged their footsteps since the season began. In the first round of the Ayrshire Cup ties, a long battle with Hurlford to Knockentiber Park, and the Spiers came forward proclaiming a right four for the season of Station Park, who have played at more than usually hard, while quick in the Beith. The result was a victory of the Hurlford team, who were played at Cadet Road. <box>637 1446 840 1626</box>
table-cell: 6 <box>1124 1712 1129 1722</box>
paragraph: Much interest is being taken in the first of the county fixtures, which takes place on Saturday between the North of Scotland and Northumberland. The latter team has been selected from the Scots, and they come with a good record. This is to be the first of a series of matches, and a fair battle is anticipated. <box>238 1410 630 1458</box>
section-ornament: 〰〰〰〰〰 <box>88 1329 148 1340</box>
article-kicker: A MECHANICAL TIME-KEEPER. <box>44 1371 192 1382</box>
paragraph: SIR,—In your notes by 'Roving Commissioner' in last Friday's issue about the cup tie between Gairdoch and King's Park you state that 'King's Park one of their oldest opponents' ... If the stronger and faster team in the King's Park Football Club ... We are very much at home with the Gairdoch. D. M'VEY, Secretary. Carronshore, 9th November, 1892. <box>1058 970 1261 1065</box>
paragraph: Derby County pay a visit to Newton Heath, and there is bound to be a rare struggle for supremacy. Derby County beat Burnley, and the Lancashire men fought to win comfortably. In view of the County's recent defeat by Everton (6-1), there will probably be several changes in the team. <box>637 787 840 871</box>
paragraph: I am glad to learn from the obliging secretary of the Newcastle East End that Saturday's game against Sheffield United was the best financially they have had for some weeks, and if the supporters of the game will only keep up this state of things all will be well. <box>238 1257 630 1292</box>
table-cell: 11 <box>1206 1731 1216 1742</box>
table-header-cell: Lost. <box>1152 1616 1172 1631</box>
divider <box>1081 1472 1239 1473</box>
table-row <box>1058 1671 1266 1685</box>
table-cell: 3 <box>1145 1692 1150 1703</box>
table-header-cell: Played. <box>1101 1616 1130 1631</box>
table-cell: 20 <box>1228 1796 1237 1807</box>
paragraph: As a result of a correspondence in a Newcastle daily paper, a general meeting of supporters of cricket was held on Wednesday night to discuss the state of the game in Northumberland. The question has been at a low ebb here for some time past, and it is to be hoped that in the coming summer we shall see a revival of interest in the sport. The great drawback the committees have had to contend with is the lack of financial support; given this, it is anticipated that the Northumbrian will soon prove a power in the cricket world. <box>238 1335 630 1406</box>
paragraph: By this win the Albion gain fifth position in the League, displacing Aston Villa. <box>637 465 840 488</box>
subheading: THE CLYDE FOOTBALL CLUB. <box>1080 792 1240 803</box>
paragraph: Mr John Houston, post runner, Kirkcudbright, has at present in hands the construction of a mechanical timekeeper for football matches. He has often exercised his mind concerning the various mistakes that referees with inaccurate watches make, and in order to remedy this evil he has set himself to invent an infallible instrument to displace the present unsatisfactory system. The apparatus is controlled by clockwork, and the signal for beginning, half-time, and ending the game will be given by means of the attached time gun or detonator. Houston has promised to give a public display of his appliance at an early match. <box>9 1384 227 1540</box>
portrait-engraving <box>317 135 551 421</box>
table-cell: 0 <box>1194 1796 1200 1807</box>
subheading: LANARKSHIRE TEAM AGAINST EAST OF SCOTLAND. <box>11 561 226 584</box>
table-cell: 21 <box>1206 1646 1216 1656</box>
article-heading: The Nationality of English League Players. <box>10 1559 226 1605</box>
section-ornament: 〰〰〰〰 <box>1349 621 1398 633</box>
club-name-cell: St. Johnstone <box>1060 1725 1097 1748</box>
editor-note: [Suspicious as to the forged letter point in a certain direction. Will the youth in question take this hint?—Ed. S.R.] <box>1058 1232 1261 1267</box>
paragraph: This (Friday) morning the Wearsiders leave home for London. On Saturday they are to play the Corinthians at the Kennington Oval, and on Monday meet Woolwich Arsenal at Plumstead. The matches are being extensively billed in the Metropolis, and as Sunderland are immensely popular with Londoners I expect a crowded attendance on each occasion. Extensive time has been given sufficient to indemnify the team for all financial loss, and the committee are hopeful that they will be able to make a good thing out of the tour. <box>238 894 630 965</box>
paragraph: SIR,—Would you kindly allow me a small space in your valuable paper to contradict some statements which appeared in Monday's issue regarding the result of the match between the above clubs? The correct result of this match is not 2 goals to 2, but 3 to 0, as stated by the Glencairn. However, it was agreed upon that the match was to be of one hour's duration, and accordingly the match ended with the Glencairn reserve and Eglinton Reserve. At the time the score was 3 to 0 in favour of Eglinton and Glencairn Reserve, therefore, wish to say, and other facts of the above.—Yours, &c., ONE OF THE EGLINTON. Glasgow, 9th November, 1892. <box>1058 1287 1261 1467</box>
column-5 <box>1052 53 1267 2456</box>
paragraph: Now the Thistle will be on Rugby Park tomorrow. Killie are trembling doing their best to ready for them. There will be a big crowd, prospects being favourable or not, for the popularity of the Glasgow lads has much increased here since they defeated the Queen's Park. <box>1058 264 1261 347</box>
table-cell: 0 <box>1194 1777 1200 1787</box>
table-row <box>1058 1685 1266 1710</box>
